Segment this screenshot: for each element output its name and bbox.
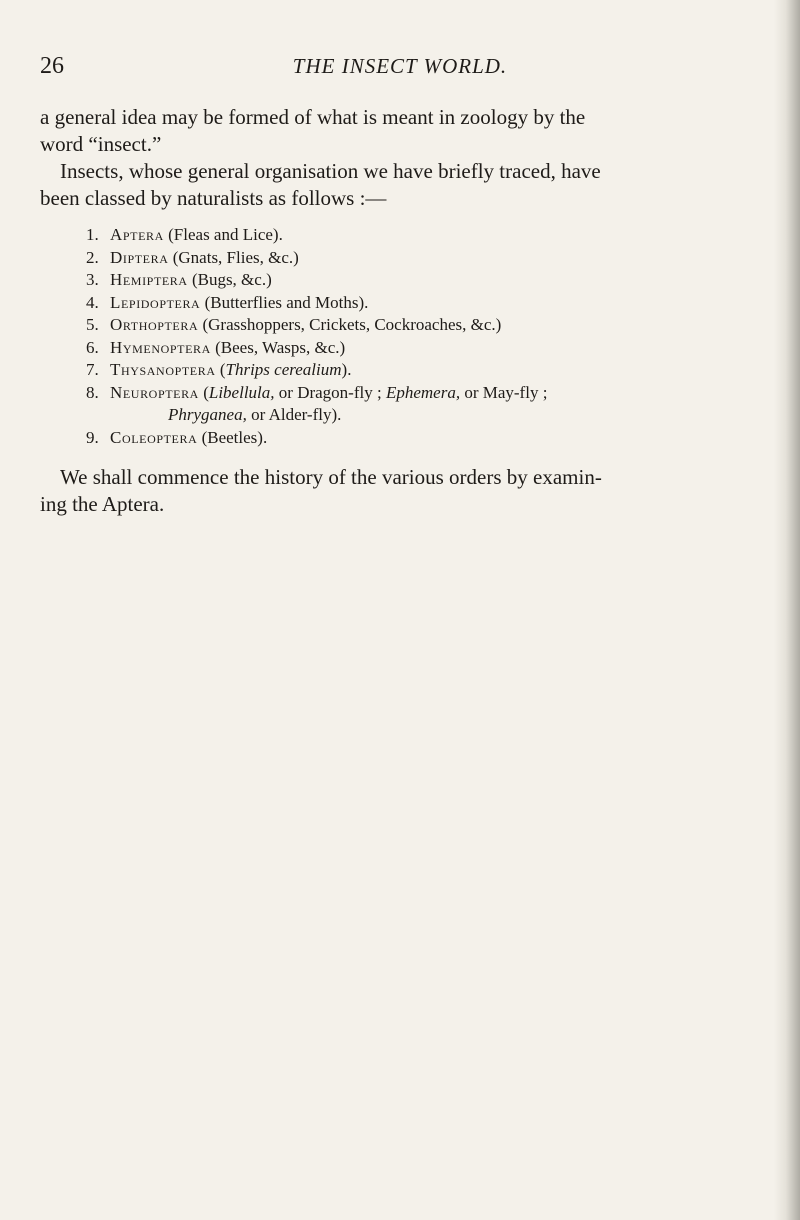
order-name: Coleoptera <box>110 427 198 447</box>
list-item <box>86 427 746 450</box>
item-number: 5. <box>86 315 99 334</box>
genus-name: Ephemera, <box>385 382 461 402</box>
insect-orders-list <box>86 224 746 449</box>
page-edge-shadow <box>774 0 800 1220</box>
order-name: Hemiptera <box>110 270 188 289</box>
running-title: THE INSECT WORLD. <box>292 54 508 78</box>
genus-name: Libellula, <box>208 382 275 402</box>
order-description: (Bugs, &c.) <box>191 270 272 289</box>
list-item <box>86 359 746 382</box>
item-number: 2. <box>86 247 99 267</box>
paragraph-intro <box>40 104 735 158</box>
paragraph-line: been classed by naturalists as follows :— <box>40 186 387 210</box>
order-description: (Beetles). <box>201 427 268 447</box>
page-number: 26 <box>40 53 64 79</box>
paragraph-line: Insects, whose general organisation we have briefly traced, have <box>60 159 601 183</box>
order-description: (Gnats, Flies, &c.) <box>172 247 299 267</box>
list-item <box>86 382 746 427</box>
order-name: Orthoptera <box>110 315 199 334</box>
page-header <box>40 50 720 86</box>
order-name: Neuroptera <box>110 382 199 402</box>
item-number: 8. <box>86 382 99 402</box>
list-item <box>86 314 746 337</box>
desc-close-paren: ). <box>341 360 352 379</box>
common-name: or Alder-fly). <box>246 405 342 424</box>
order-description: (Fleas and Lice). <box>168 225 283 244</box>
list-item <box>86 247 746 270</box>
list-item <box>86 269 746 292</box>
paragraph-line: a general idea may be formed of what is meant in zoology by the <box>40 105 586 129</box>
list-item <box>86 337 746 360</box>
item-number: 4. <box>86 292 99 312</box>
item-number: 3. <box>86 270 99 289</box>
order-name: Thysanoptera <box>110 360 216 379</box>
genus-name: Phryganea, <box>168 405 247 424</box>
item-number: 7. <box>86 360 99 379</box>
order-description: (Grasshoppers, Crickets, Cockroaches, &c.) <box>202 315 502 334</box>
common-name: or May-fly ; <box>460 382 548 402</box>
order-name: Diptera <box>110 247 169 267</box>
desc-open-paren: ( <box>219 360 226 379</box>
list-item <box>86 224 746 247</box>
order-name: Hymenoptera <box>110 337 211 357</box>
order-description <box>203 383 547 402</box>
common-name: or Dragon-fly ; <box>274 382 386 402</box>
order-description <box>220 360 352 379</box>
paragraph-conclusion <box>40 464 735 518</box>
species-name: Thrips cerealium <box>225 360 342 379</box>
paragraph-classification <box>40 158 735 212</box>
order-description: (Bees, Wasps, &c.) <box>215 337 346 357</box>
item-number: 1. <box>86 225 99 244</box>
paragraph-line: ing the Aptera. <box>40 492 165 516</box>
order-name: Aptera <box>110 225 164 244</box>
paragraph-line: We shall commence the history of the various orders by examin- <box>60 465 602 489</box>
item-number: 6. <box>86 337 99 357</box>
order-description-continued <box>110 404 746 427</box>
item-number: 9. <box>86 427 99 447</box>
list-item <box>86 292 746 315</box>
paragraph-line: word “insect.” <box>40 132 162 156</box>
desc-open-paren: ( <box>203 382 209 402</box>
order-description: (Butterflies and Moths). <box>204 292 369 312</box>
order-name: Lepidoptera <box>110 292 201 312</box>
